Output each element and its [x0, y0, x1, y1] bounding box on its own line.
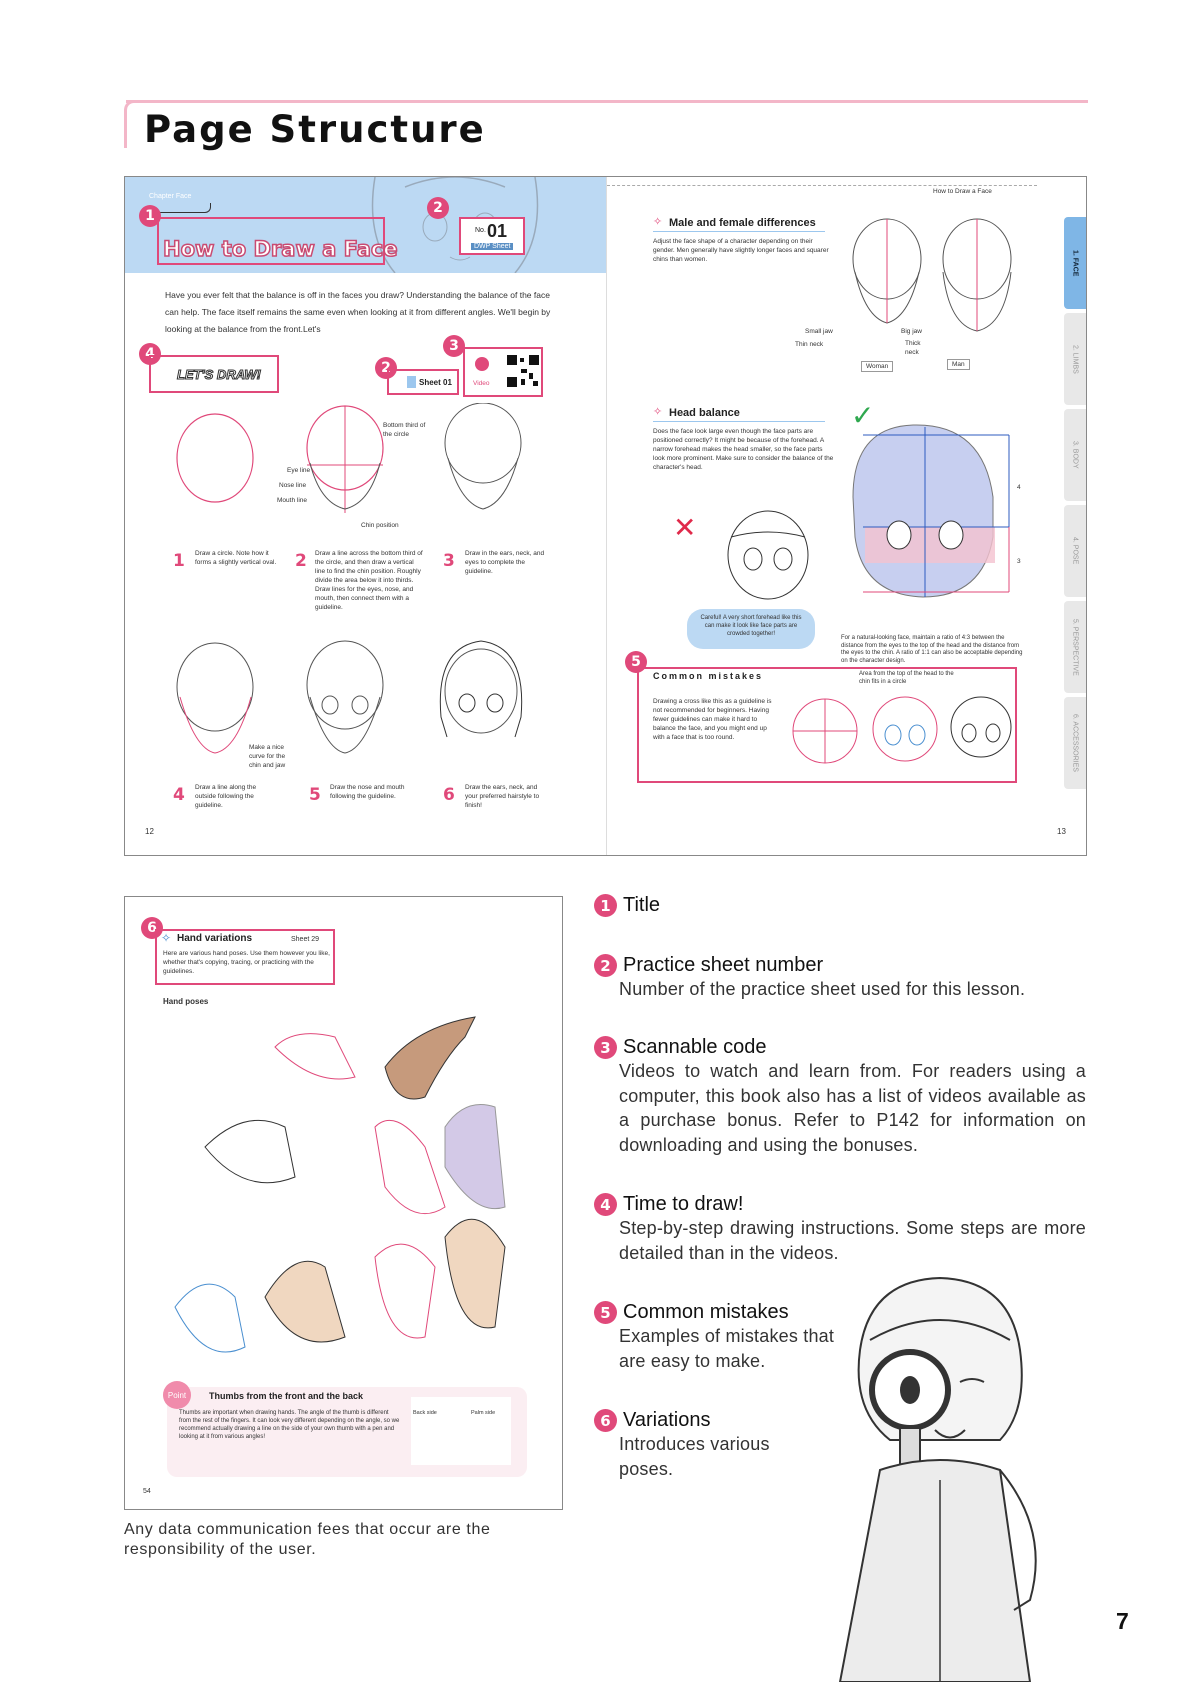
short-forehead-face: [713, 507, 823, 607]
sparkle-icon: ✧: [653, 406, 663, 418]
qr-code-icon: [507, 355, 539, 387]
fees-note: Any data communication fees that occur are the responsibility of the user.: [124, 1521, 491, 1558]
page-number: 7: [1116, 1608, 1129, 1634]
variations-sample-page: 6 ✧ Hand variations Sheet 29 Here are various hand poses. Use them however you like, whether that's copying, tracing, or practicing with the guidelines. Hand poses Point Thumbs from the front and the back Thumbs are important when drawing hands. The angle of the thumb is different from the rest of the fingers. It can look very different depending on the angle, so we recommend actually drawing a line on the side of your own thumb with a pen and looking at it from various angles! Back side Palm side 54: [124, 896, 563, 1510]
video-play-icon: [475, 357, 489, 371]
check-mark-icon: ✓: [851, 400, 875, 431]
marker-3: 3: [443, 335, 465, 357]
marker-2: 2: [427, 197, 449, 219]
header-rule: [126, 100, 1088, 103]
tab-perspective: 5. PERSPECTIVE: [1064, 601, 1086, 693]
left-page: Chapter Face 1 How to Draw a Face 2 No. 01 DWP Sheet Have you ever felt that the balance is off in the faces you draw? Understanding the balance of the face can help. The face itself remains the same even when looking at it from different angles. We'll begin by looking at the balance from the front.Let's 4 LET'S DRAW! 2 Sheet 01 3 Video Bottom third of the circle Eye line Nose line Mouth line Chin position 1 Draw a circle. Note how it forms a slightly vertical oval. 2 Draw a line across the bottom third of the circle, and then draw a vertical line to find the chin position. Roughly divide the area below it into thirds. Draw lines for the eyes, nose, and mouth, then connect them with a guideline. 3 Draw in the ears, neck, and eyes to complete the guideline. Make a nice curve for the chin and jaw 4 Draw a line along the outside following the guideline. 5 Draw the nose and mouth following the guideline. 6 Draw the ears, neck, and your preferred hairstyle to finish! 12: [125, 177, 606, 856]
tab-face: 1. FACE: [1064, 217, 1086, 309]
lesson-title: How to Draw a Face: [163, 237, 398, 261]
running-head: How to Draw a Face: [933, 188, 992, 195]
sheet-label-box: Sheet 01: [387, 369, 459, 395]
lesson-banner: [125, 177, 606, 273]
left-page-number: 12: [145, 827, 154, 836]
marker-5: 5: [625, 651, 647, 673]
head-balance-diagram: [843, 417, 1023, 617]
right-page: How to Draw a Face ✧ Male and female differences Adjust the face shape of a character depending on their gender. Men generally have slightly longer faces and squarer chins than women. Small jaw Thin neck Big jaw Thick neck Woman Man ✧ Head balance Does the face look large even though the face parts are positioned correctly? It might be because of the forehead. A narrow forehead makes the head smaller, so the face parts look more prominent. Make sure to consider the balance of the character's head. ✕ ✓ Careful! A very short forehead like this can make it look like face parts are crowded together! 4 3 For a natural-looking face, maintain a ratio of 4:3 between the distance from the eyes to the top of the head and the distance from the eyes to the chin. A ratio of 1:1 can also be acceptable depending on the character design. 5 Common mistakes Drawing a cross like this as a guideline is not recommended for beginners. Having fewer guidelines can make it hard to balance the face, and you might end up with a face that is too round. Area from the top of the head to the chin fits in a circle 13: [607, 177, 1087, 856]
legend-item-title: 1 Title: [594, 894, 1086, 917]
sparkle-icon: ✧: [161, 931, 172, 945]
tab-body: 3. BODY: [1064, 409, 1086, 501]
face-steps-row-2: [155, 637, 595, 767]
hand-poses-illustration: [145, 1007, 555, 1407]
woman-man-face-diagram: [837, 217, 1027, 347]
lesson-intro: Have you ever felt that the balance is off in the faces you draw? Understanding the balance of the face can help. The face itself remains the same even when looking at it from different angles. We'll begin by looking at the balance from the front.Let's: [165, 290, 551, 334]
careful-bubble: Careful! A very short forehead like this can make it look like face parts are crowded together!: [687, 609, 815, 649]
right-page-number: 13: [1057, 827, 1066, 836]
legend-item-time-to-draw: 4 Time to draw! Step-by-step drawing instructions. Some steps are more detailed than in the videos.: [594, 1193, 1086, 1265]
legend-item-variations: 6 Variations Introduces various poses.: [594, 1409, 794, 1481]
header-bracket: [124, 100, 134, 148]
legend-item-practice-sheet: 2 Practice sheet number Number of the practice sheet used for this lesson.: [594, 954, 1086, 1002]
legend-item-scannable-code: 3 Scannable code Videos to watch and learn from. For readers using a computer, this book also has a list of videos available as a purchase bonus. Refer to P142 for information on downloading and using the bonuses.: [594, 1036, 1086, 1157]
tab-pose: 4. POSE: [1064, 505, 1086, 597]
chapter-tabs: [1064, 217, 1086, 793]
lets-draw-label: LET'S DRAW!: [177, 367, 261, 382]
point-badge: Point: [163, 1381, 191, 1409]
tab-accessories: 6. ACCESSORIES: [1064, 697, 1086, 789]
marker-4: 4: [139, 343, 161, 365]
mascot-girl-illustration: [800, 1270, 1090, 1682]
sample-page-number: 54: [143, 1488, 151, 1495]
running-head-rule: [607, 185, 1037, 186]
tab-limbs: 2. LIMBS: [1064, 313, 1086, 405]
chapter-label: Chapter Face: [149, 193, 192, 200]
marker-6: 6: [141, 917, 163, 939]
sheet-icon: [407, 376, 416, 388]
marker-2b: 2: [375, 357, 397, 379]
common-mistakes-faces: [785, 687, 1015, 777]
spread-sample: [124, 176, 1087, 856]
sparkle-icon: ✧: [653, 216, 663, 228]
marker-1: 1: [139, 205, 161, 227]
thumb-diagram: [411, 1397, 511, 1465]
qr-box: Video: [463, 347, 543, 397]
face-steps-row-1: [145, 403, 595, 513]
cross-mark-icon: ✕: [673, 512, 697, 543]
legend-item-common-mistakes: 5 Common mistakes Examples of mistakes that are easy to make.: [594, 1301, 854, 1373]
sheet-number-badge: No. 01 DWP Sheet: [459, 217, 525, 255]
page-title: Page Structure: [144, 108, 486, 151]
